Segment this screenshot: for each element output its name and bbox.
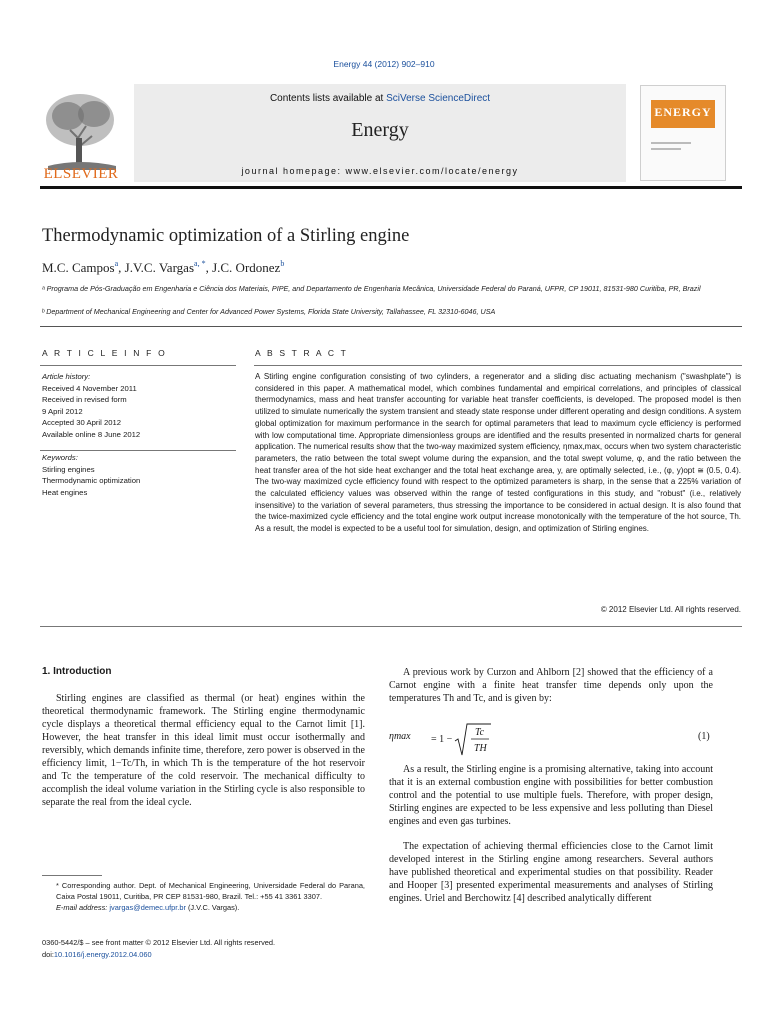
journal-name: Energy	[351, 119, 409, 141]
abstract-rule	[254, 365, 742, 366]
cover-line-1	[651, 142, 691, 144]
equation-lhs: ηmax	[389, 731, 411, 742]
journal-homepage[interactable]: journal homepage: www.elsevier.com/locate/energy	[241, 166, 519, 176]
affiliation-b: ᵇ Department of Mechanical Engineering and Center for Advanced Power Systems, Florida State University, Tallahassee, FL 32310-6046, USA	[42, 307, 496, 316]
email-suffix: (J.V.C. Vargas).	[185, 903, 240, 912]
front-matter-info	[42, 937, 365, 961]
keyword: Stirling engines	[42, 464, 95, 474]
abstract-text: A Stirling engine configuration consisting of two cylinders, a regenerator and a sliding disc actuating mechanism ("swashplate") is considered in this paper. A mathematical model, which combines fundamental and empirical correlations, and principles of classical thermodynamics, mass and heat transfer accounting for variable heat transfer coefficients, is developed. The proposed model is then utilized to simulate numerically the system transient and steady state response under different operating and design conditions. A system global optimization for maximum performance in the search for optimal parameters that lead to maximum cycle efficiency is performed with low computational time. Appropriate dimensionless groups are identified and the results presented in normalized charts for general application. The numerical results show that the two-way maximized system efficiency, ηmax,max, occurs when two system characteristic parameters, the ratio between the total swept volume during the expansion, and the total swept volume, φ, and the ratio between the heat transfer area of the hot side heat exchanger and the total heat exchange area, y, are optimally selected, i.e., (φ, y)opt ≅ (0.5, 0.4). The two-way maximized cycle efficiency found with respect to the optimized parameters is sharp, in the sense that a 225% variation of the calculated efficiency values was observed within the range of tested configurations in this study, and "robust" (i.e., relatively insensitive) to the variation of several parameters, thus stressing the importance to be considered in actual design. It is also found that the twice-maximized cycle efficiency and the total engine work output increase monotonically with the temperature of the hot source, Th. As a result, the model is expected to be a useful tool for simulation, design, and optimization of Stirling engines.	[255, 372, 741, 534]
sqrt-fraction	[431, 722, 511, 760]
keyword: Heat engines	[42, 487, 88, 497]
article-info-rule	[40, 365, 236, 366]
body-paragraph: A previous work by Curzon and Ahlborn [2] showed that the efficiency of a Carnot engine with a finite heat transfer time depends only upon the temperatures Th and Tc, and is given by:	[389, 667, 713, 705]
affiliation-a: ᵃ Programa de Pós-Graduação em Engenharia e Ciência dos Materiais, PIPE, and Departamento de Engenharia Mecânica, Universidade Federal do Paraná, UFPR, CP 19011, 81531-980 Curitiba, PR, Brazil	[42, 284, 701, 293]
history-item: Received in revised form	[42, 395, 127, 404]
body-paragraph: The expectation of achieving thermal efficiencies close to the Carnot limit developed interest in the Stirling engine among researchers. Several authors have published theoretical and experimental studies on that possibility. Reader and Hooper [3] presented experimental measurements and analyses of Stirling engines. Uriel and Berchowitz [4] described analytically different	[389, 841, 713, 905]
doi-line	[42, 949, 365, 961]
sciencedirect-link[interactable]: SciVerse ScienceDirect	[386, 93, 491, 104]
author-affiliation-mark[interactable]: a	[114, 259, 119, 268]
history-item: Received 4 November 2011	[42, 383, 137, 393]
author-name[interactable]: J.V.C. Vargas	[124, 260, 195, 275]
footnote-rule	[42, 875, 102, 876]
corresponding-author-footnote	[42, 880, 365, 913]
section-heading: 1. Introduction	[42, 666, 112, 677]
author-name[interactable]: M.C. Campos	[42, 260, 115, 275]
abstract-copyright: © 2012 Elsevier Ltd. All rights reserved.	[600, 605, 741, 614]
header-rule	[40, 186, 742, 189]
cover-line-2	[651, 148, 681, 150]
journal-cover-thumbnail[interactable]	[640, 85, 726, 181]
article-info-heading: A R T I C L E I N F O	[42, 348, 167, 358]
author-affiliation-mark[interactable]: a, *	[194, 259, 206, 268]
email-line	[42, 902, 365, 913]
abstract-heading: A B S T R A C T	[255, 348, 349, 358]
publisher-wordmark: ELSEVIER	[43, 166, 119, 182]
author-list: M.C. Campos$^a$, J.V.C. Vargas$^{a, *}$, J.C. Ordonez$^b$	[42, 259, 285, 275]
corresponding-author-text: * Corresponding author. Dept. of Mechanical Engineering, Universidade Federal do Parana, Caixa Postal 19011, Curitiba, PR CEP 81531-980, Brazil. Tel.: +55 41 3361 3307.	[56, 881, 365, 901]
history-heading: Article history:	[42, 372, 91, 381]
cover-title: ENERGY	[654, 105, 712, 119]
history-item: Available online 8 June 2012	[42, 429, 141, 439]
author-name[interactable]: J.C. Ordonez	[212, 260, 281, 275]
intro-paragraph: Stirling engines are classified as thermal (or heat) engines within the theoretical thermodynamic framework. The Stirling engine thermodynamic cycle displays a theoretical thermal efficiency equal to the Carnot limit [1]. However, the heat transfer in this ideal limit must occur isothermally and reversibly, which demands infinite time, therefore, zero power is observed in the efficiency limit, 1−Tc/Th, in which Th is the temperature of the hot reservoir and Tc the temperature of the cold reservoir. The mechanical difficulty to accomplish the ideal volume variation in the Stirling cycle is also responsible to separate the real from the ideal cycle.	[42, 693, 365, 809]
history-item: Accepted 30 April 2012	[42, 418, 122, 427]
keywords-heading: Keywords:	[42, 453, 78, 462]
issn-line: 0360-5442/$ – see front matter © 2012 Elsevier Ltd. All rights reserved.	[42, 938, 276, 947]
doi-link[interactable]: 10.1016/j.energy.2012.04.060	[53, 950, 152, 959]
equation-rhs	[431, 722, 511, 763]
keywords-rule	[40, 450, 236, 451]
email-link[interactable]: jvargas@demec.ufpr.br	[109, 903, 186, 912]
article-history	[42, 371, 237, 440]
keyword: Thermodynamic optimization	[42, 476, 141, 485]
doi-label: doi:	[42, 950, 54, 959]
title-rule	[40, 326, 742, 327]
contents-prefix: Contents lists available at	[269, 93, 387, 104]
equation-number: (1)	[698, 731, 710, 742]
elsevier-logo	[40, 86, 122, 184]
body-paragraph: As a result, the Stirling engine is a promising alternative, taking into account that it is an external combustion engine with possibilities for better combustion control and the potential to use multiple fuels. Therefore, with proper design, Stirling engines are expected to be less expensive and less polluting than Diesel engines and even gas turbines.	[389, 764, 713, 828]
equation-denominator: TH	[474, 743, 487, 754]
contents-line	[134, 93, 626, 104]
keywords-block	[42, 452, 237, 498]
article-title: Thermodynamic optimization of a Stirling engine	[42, 226, 410, 246]
equation-equals: = 1 −	[431, 734, 453, 745]
author-affiliation-mark[interactable]: b	[280, 259, 285, 268]
email-label: E-mail address:	[56, 903, 110, 912]
equation-numerator: Tc	[475, 727, 485, 738]
citation-link[interactable]: Energy 44 (2012) 902–910	[333, 59, 435, 69]
abstract-bottom-rule	[40, 626, 742, 627]
history-item: 9 April 2012	[42, 406, 83, 416]
